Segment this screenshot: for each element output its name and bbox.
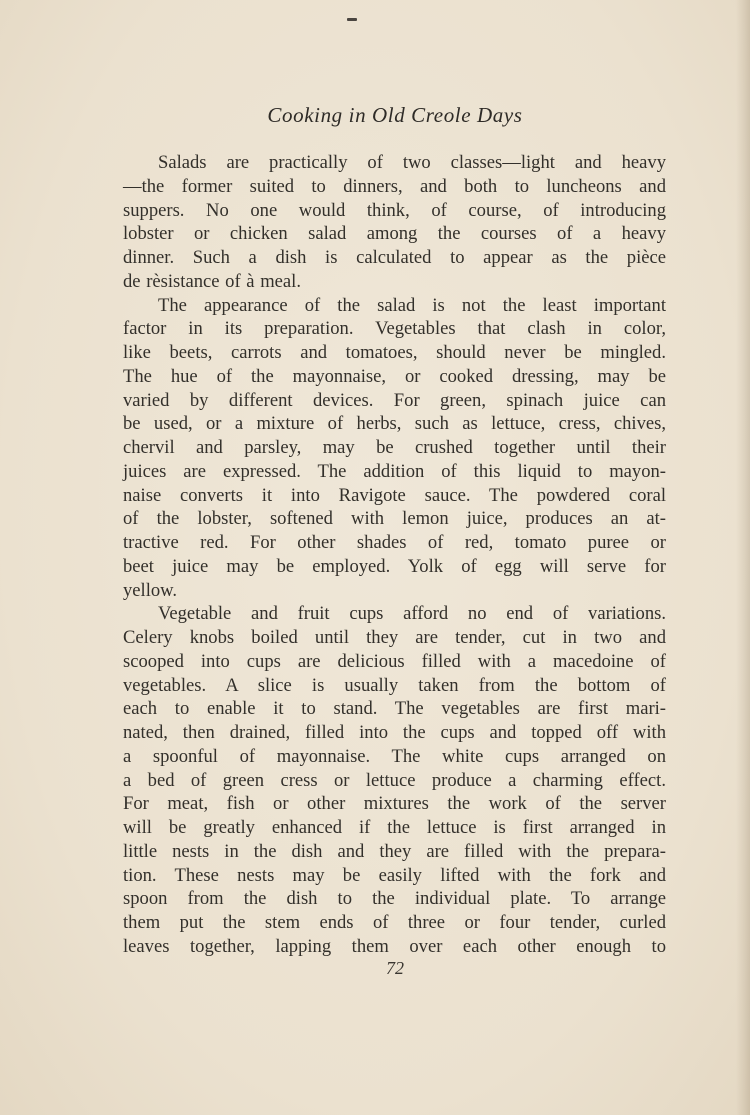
text-line: The appearance of the salad is not the least important xyxy=(158,294,666,316)
text-line: lobster or chicken salad among the courses of a heavy xyxy=(123,223,666,245)
text-line: like beets, carrots and tomatoes, should never be mingled. xyxy=(123,342,666,363)
text-line: yellow. xyxy=(123,579,178,601)
text-line: of the lobster, softened with lemon juice, produces an at- xyxy=(123,508,666,530)
text-line: leaves together, lapping them over each other enough to xyxy=(123,935,666,957)
text-line: Vegetable and fruit cups afford no end of variations. xyxy=(158,603,666,625)
text-line: Celery knobs boiled until they are tender, cut in two and xyxy=(123,627,666,648)
text-line: will be greatly enhanced if the lettuce is first arranged in xyxy=(123,817,666,838)
text-line: chervil and parsley, may be crushed together until their xyxy=(123,437,666,458)
text-line: vegetables. A slice is usually taken from the bottom of xyxy=(123,674,666,696)
text-line: naise converts it into Ravigote sauce. The powdered coral xyxy=(123,484,666,506)
text-line: —the former suited to dinners, and both to luncheons and xyxy=(123,175,666,197)
text-line: nated, then drained, filled into the cups and topped off with xyxy=(123,722,666,743)
text-line: dinner. Such a dish is calculated to appear as the pièce xyxy=(123,247,666,268)
text-line: a spoonful of mayonnaise. The white cups arranged on xyxy=(123,745,666,767)
text-line: For meat, fish or other mixtures the work of the server xyxy=(123,793,666,815)
text-line: tractive red. For other shades of red, tomato puree or xyxy=(123,532,666,553)
text-line: a bed of green cress or lettuce produce a charming effect. xyxy=(123,769,666,791)
text-line: scooped into cups are delicious filled with a macedoine of xyxy=(123,650,666,672)
running-head: Cooking in Old Creole Days xyxy=(267,103,523,127)
text-line: juices are expressed. The addition of this liquid to mayon- xyxy=(123,460,666,482)
text-line: suppers. No one would think, of course, of introducing xyxy=(123,199,666,221)
text-line: beet juice may be employed. Yolk of egg will serve for xyxy=(123,555,666,577)
body-text xyxy=(123,151,666,959)
text-line: little nests in the dish and they are filled with the prepara- xyxy=(123,840,666,862)
page-edge-shadow xyxy=(736,0,750,1115)
text-line: tion. These nests may be easily lifted with the fork and xyxy=(123,864,666,886)
text-line: them put the stem ends of three or four tender, curled xyxy=(123,912,666,933)
printer-mark xyxy=(347,18,357,21)
page-number: 72 xyxy=(386,958,404,978)
text-line: factor in its preparation. Vegetables that clash in color, xyxy=(123,318,666,340)
text-line: each to enable it to stand. The vegetables are first mari- xyxy=(123,698,666,720)
text-line: spoon from the dish to the individual plate. To arrange xyxy=(123,888,666,910)
text-line: The hue of the mayonnaise, or cooked dressing, may be xyxy=(123,365,666,387)
text-line: varied by different devices. For green, spinach juice can xyxy=(123,389,666,411)
text-line: Salads are practically of two classes—light and heavy xyxy=(158,152,666,173)
text-line: be used, or a mixture of herbs, such as lettuce, cress, chives, xyxy=(123,413,666,435)
text-line: de rèsistance of à meal. xyxy=(123,270,301,292)
